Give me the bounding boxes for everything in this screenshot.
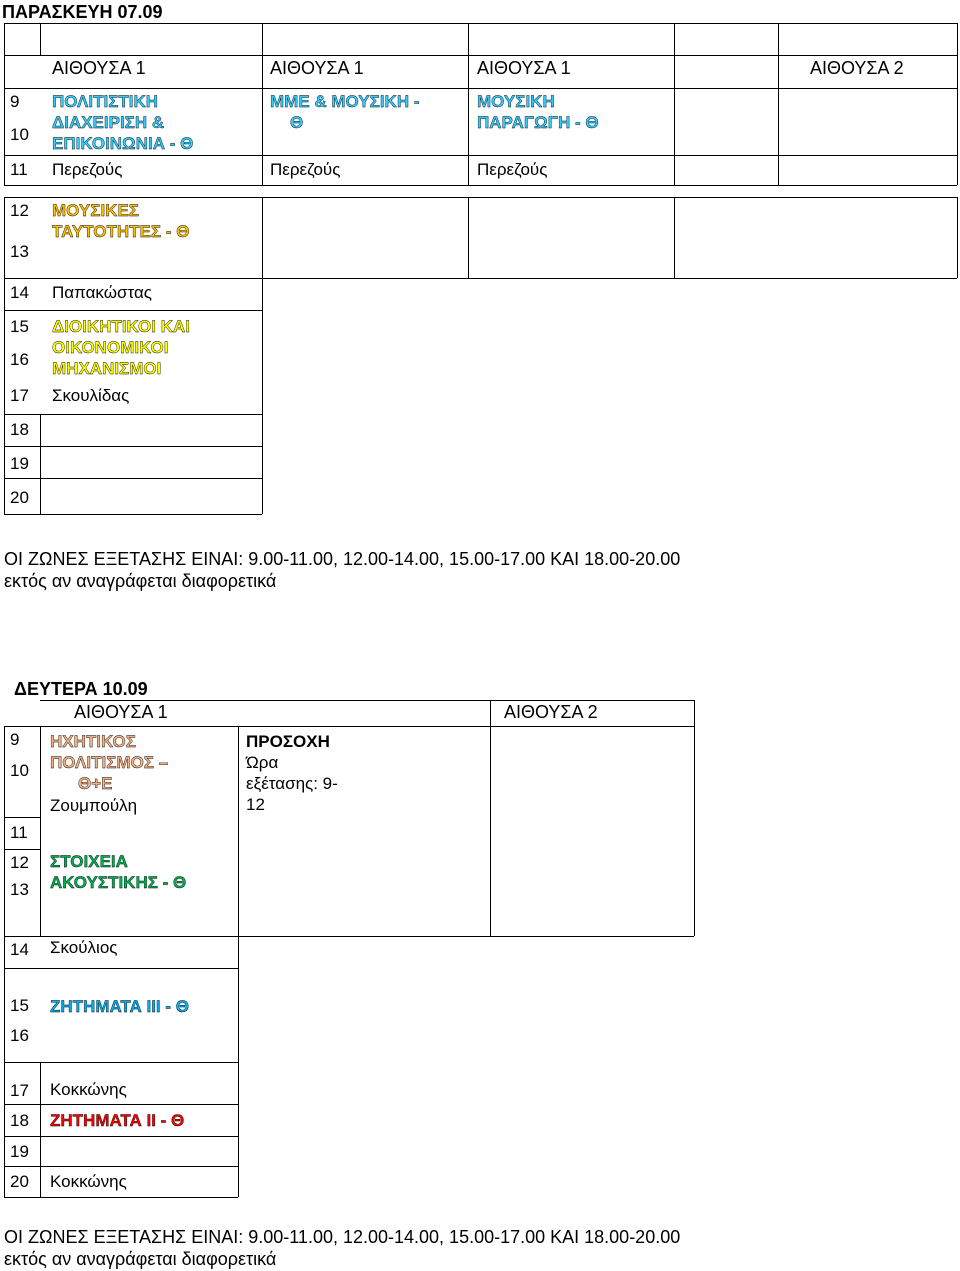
room-header: ΑΙΘΟΥΣΑ 1 <box>270 58 364 78</box>
hour-label: 10 <box>10 125 29 144</box>
hour-label: 11 <box>10 160 28 179</box>
attention-note: ΠΡΟΣΟΧΗ Ώρα εξέτασης: 9- 12 <box>246 732 338 814</box>
hour-label: 14 <box>10 283 29 302</box>
teacher-name: Παπακώστας <box>52 283 152 302</box>
hour-label: 15 <box>10 317 29 336</box>
course-title: ΣΤΟΙΧΕΙΑ ΑΚΟΥΣΤΙΚΗΣ - Θ <box>50 852 187 892</box>
course-title: ΖΗΤΗΜΑΤΑ ΙΙ - Θ <box>50 1111 185 1130</box>
attention-title: ΠΡΟΣΟΧΗ <box>246 732 330 751</box>
hour-label: 9 <box>10 730 20 749</box>
teacher-name: Ζουμπούλη <box>50 796 138 815</box>
exam-zones-note: ΟΙ ΖΩΝΕΣ ΕΞΕΤΑΣΗΣ ΕΙΝΑΙ: 9.00-11.00, 12.00-14.00, 15.00-17.00 ΚΑΙ 18.00-20.00 <box>4 1227 681 1247</box>
hour-label: 17 <box>10 1081 29 1100</box>
hour-label: 20 <box>10 1172 29 1191</box>
room-header: ΑΙΘΟΥΣΑ 2 <box>504 702 598 722</box>
hour-label: 16 <box>10 1026 29 1045</box>
room-header: ΑΙΘΟΥΣΑ 1 <box>52 58 146 78</box>
hour-label: 19 <box>10 1142 29 1161</box>
hour-label: 9 <box>10 92 20 111</box>
hour-label: 14 <box>10 940 29 959</box>
exam-zones-note: ΟΙ ΖΩΝΕΣ ΕΞΕΤΑΣΗΣ ΕΙΝΑΙ: 9.00-11.00, 12.00-14.00, 15.00-17.00 ΚΑΙ 18.00-20.00 <box>4 549 681 569</box>
teacher-name: Περεζούς <box>270 160 341 179</box>
teacher-name: Κοκκώνης <box>50 1080 127 1099</box>
course-title: ΔΙΟΙΚΗΤΙΚΟΙ ΚΑΙ ΟΙΚΟΝΟΜΙΚΟΙ ΜΗΧΑΝΙΣΜΟΙ <box>52 317 190 378</box>
hour-label: 15 <box>10 996 29 1015</box>
course-title: ΗΧΗΤΙΚΟΣ ΠΟΛΙΤΙΣΜΟΣ – Θ+Ε <box>50 732 169 793</box>
hour-label: 18 <box>10 1111 29 1130</box>
hour-label: 20 <box>10 488 29 507</box>
day-title: ΔΕΥΤΕΡΑ 10.09 <box>14 679 148 699</box>
course-title: ΜΜΕ & ΜΟΥΣΙΚΗ - Θ <box>270 92 420 132</box>
course-title: ΠΟΛΙΤΙΣΤΙΚΗ ΔΙΑΧΕΙΡΙΣΗ & ΕΠΙΚΟΙΝΩΝΙΑ - Θ <box>52 92 194 153</box>
course-title: ΜΟΥΣΙΚΕΣ ΤΑΥΤΟΤΗΤΕΣ - Θ <box>52 201 190 241</box>
hour-label: 13 <box>10 242 29 261</box>
teacher-name: Σκουλίδας <box>52 386 130 405</box>
room-header: ΑΙΘΟΥΣΑ 1 <box>74 702 168 722</box>
hour-label: 12 <box>10 853 29 872</box>
hour-label: 19 <box>10 454 29 473</box>
teacher-name: Περεζούς <box>477 160 548 179</box>
hour-label: 11 <box>10 823 28 842</box>
hour-label: 17 <box>10 386 29 405</box>
course-title: ΖΗΤΗΜΑΤΑ ΙΙΙ - Θ <box>50 997 189 1016</box>
teacher-name: Κοκκώνης <box>50 1172 127 1191</box>
hour-label: 16 <box>10 350 29 369</box>
hour-label: 10 <box>10 761 29 780</box>
room-header: ΑΙΘΟΥΣΑ 2 <box>810 58 904 78</box>
exam-zones-exception: εκτός αν αναγράφεται διαφορετικά <box>4 571 277 591</box>
day-title: ΠΑΡΑΣΚΕΥΗ 07.09 <box>2 2 163 22</box>
teacher-name: Σκούλιος <box>50 938 118 957</box>
course-title: ΜΟΥΣΙΚΗ ΠΑΡΑΓΩΓΗ - Θ <box>477 92 599 132</box>
room-header: ΑΙΘΟΥΣΑ 1 <box>477 58 571 78</box>
hour-label: 12 <box>10 201 29 220</box>
hour-label: 18 <box>10 420 29 439</box>
hour-label: 13 <box>10 880 29 899</box>
teacher-name: Περεζούς <box>52 160 123 179</box>
exam-zones-exception: εκτός αν αναγράφεται διαφορετικά <box>4 1249 277 1269</box>
